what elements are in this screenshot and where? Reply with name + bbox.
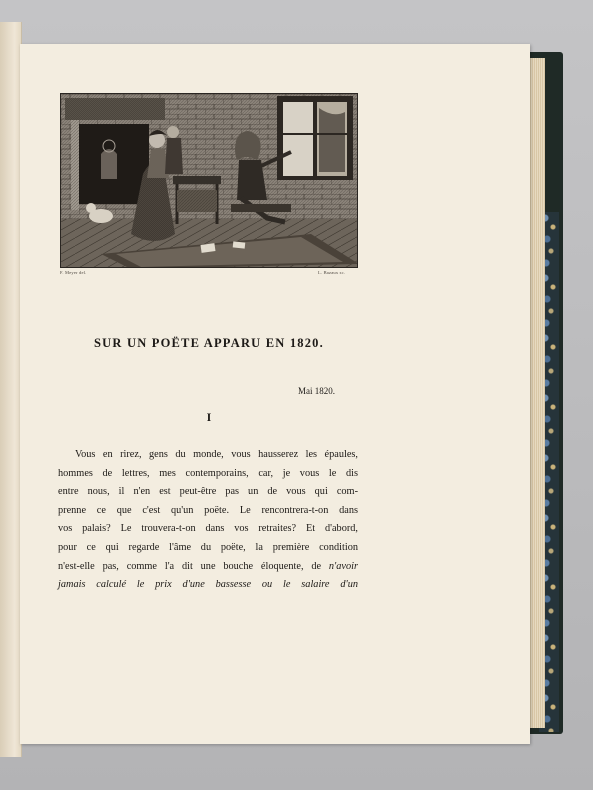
text-fragment: n'est-elle pas, comme l'a dit une bouche éloquente, de [58, 560, 329, 572]
text-line: pour ce qui regarde l'âme du poëte, la première condition [58, 541, 358, 553]
engraving-scene [61, 94, 358, 268]
text-line: Vous en rirez, gens du monde, vous hausserez les épaules, [75, 449, 358, 460]
text-line: hommes de lettres, mes contemporains, car, je vous le dis [58, 467, 358, 479]
engraving-illustration [60, 93, 358, 268]
body-text [58, 446, 358, 595]
text-line: entre nous, il n'en est peut-être pas un de vous qui com- [58, 486, 358, 498]
facing-page-edge [0, 22, 22, 757]
italic-line: jamais calculé le prix d'une bassesse ou le salaire d'un [58, 579, 358, 591]
illustrator-credit: F. Meyer del. [60, 270, 87, 275]
italic-fragment: n'avoir [328, 560, 358, 572]
engraver-credit: L. Bazaux sc. [318, 270, 346, 275]
text-line: vos palais? Le trouvera-t-on dans vos retraites? Et d'abord, [58, 523, 358, 535]
text-line [58, 576, 358, 595]
section-number: I [206, 410, 212, 424]
text-line: prenne ce que c'est qu'un poëte. Le rencontrera-t-on dans [58, 504, 358, 516]
poem-title: SUR UN POËTE APPARU EN 1820. [94, 336, 324, 350]
text-line [58, 558, 358, 577]
poem-date: Mai 1820. [298, 386, 335, 396]
